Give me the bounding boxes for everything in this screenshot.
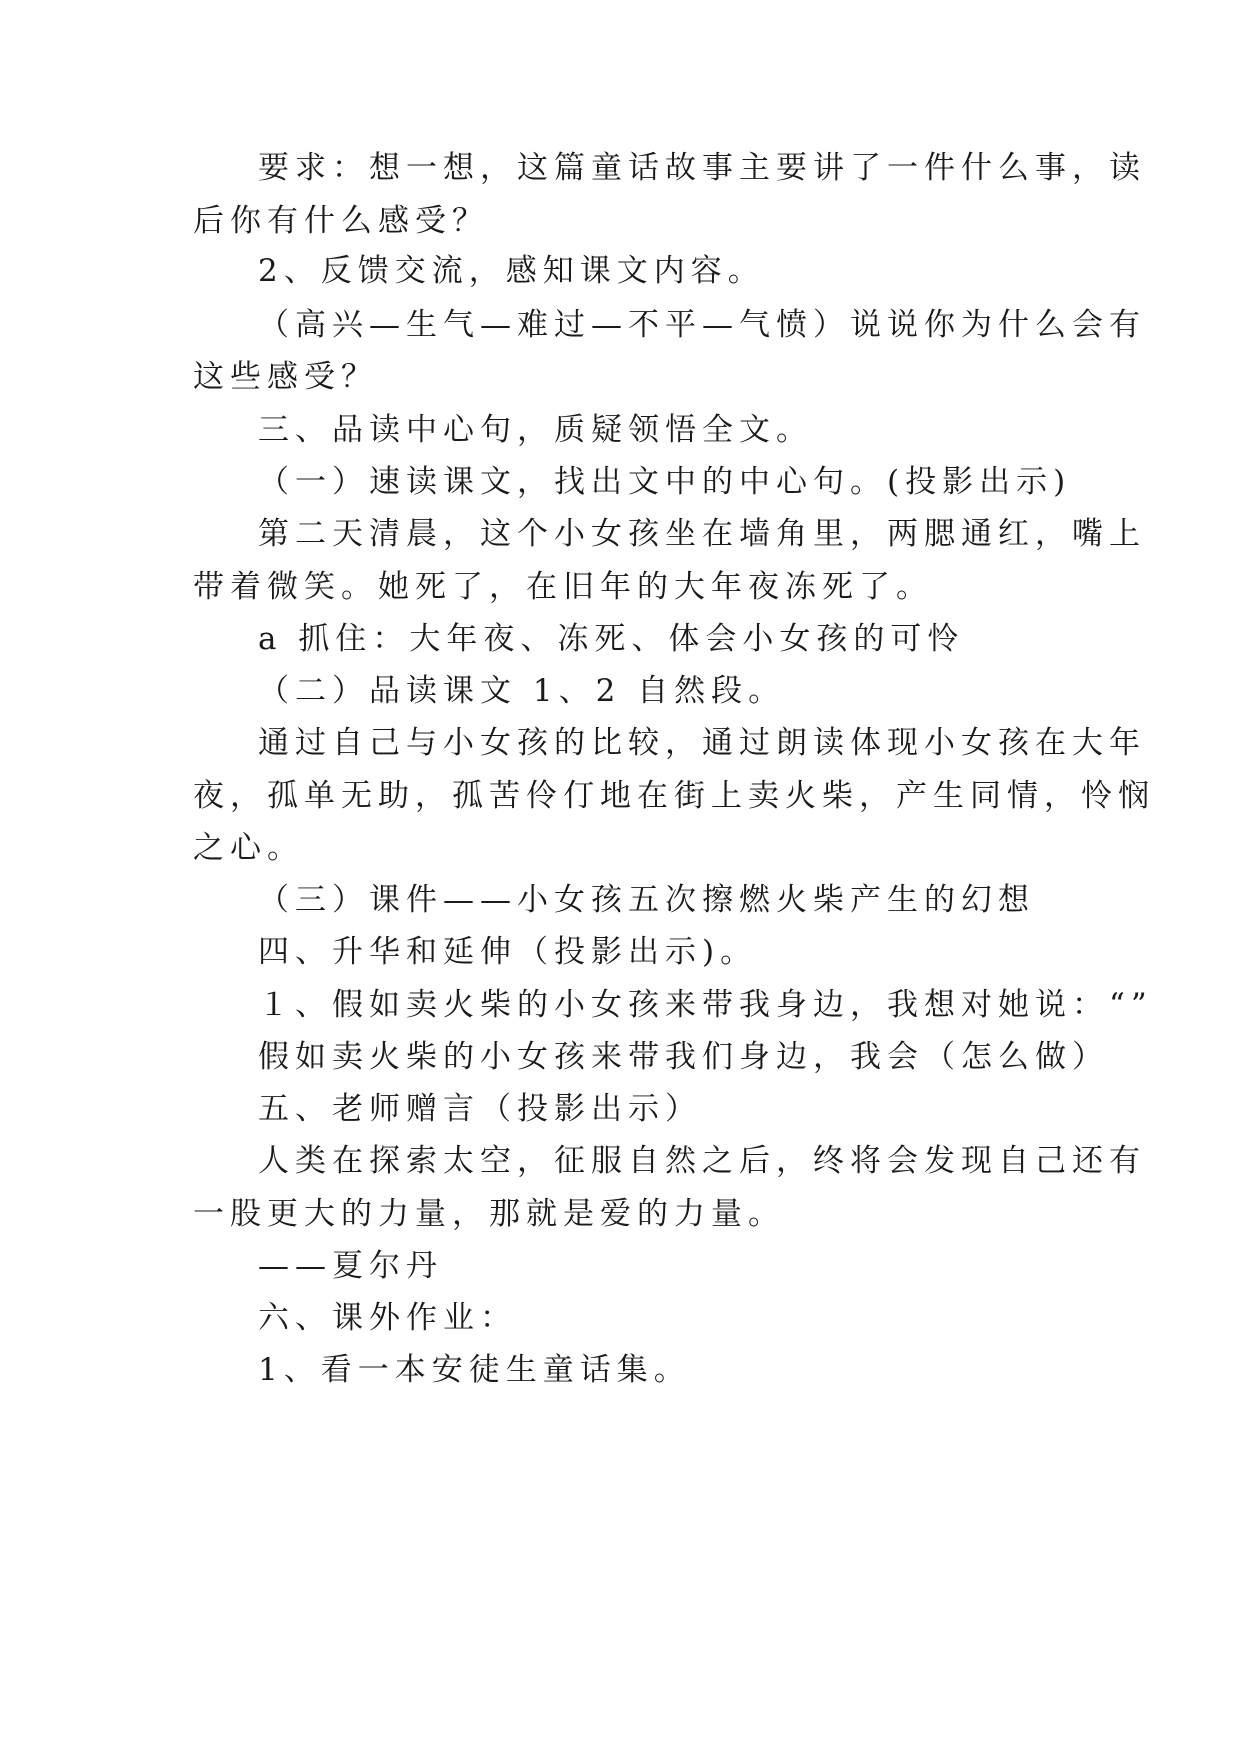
subsection-heading: （二）品读课文 1、2 自然段。 xyxy=(258,673,786,709)
text-line: 通过自己与小女孩的比较，通过朗读体现小女孩在大年 xyxy=(258,725,1146,761)
section-heading: 四、升华和延伸（投影出示)。 xyxy=(258,934,758,970)
text-line: 要求：想一想，这篇童话故事主要讲了一件什么事，读 xyxy=(258,150,1146,186)
quote-line: 一股更大的力量，那就是爱的力量。 xyxy=(193,1196,785,1232)
section-heading: 五、老师赠言（投影出示） xyxy=(258,1091,702,1127)
quote-line: 人类在探索太空，征服自然之后，终将会发现自己还有 xyxy=(258,1143,1146,1179)
section-heading: 六、课外作业： xyxy=(258,1300,517,1336)
text-line: １、假如卖火柴的小女孩来带我身边，我想对她说：“” xyxy=(258,987,1153,1023)
section-heading: 三、品读中心句，质疑领悟全文。 xyxy=(258,412,813,448)
text-line: 之心。 xyxy=(193,830,304,866)
quote-attribution: ——夏尔丹 xyxy=(258,1248,443,1284)
text-line: （高兴—生气—难过—不平—气愤）说说你为什么会有 xyxy=(258,307,1146,343)
text-line: 这些感受？ xyxy=(193,359,378,395)
text-line: 带着微笑。她死了，在旧年的大年夜冻死了。 xyxy=(193,569,933,605)
subsection-heading: （一）速读课文，找出文中的中心句。(投影出示) xyxy=(258,464,1072,500)
text-line: 第二天清晨，这个小女孩坐在墙角里，两腮通红，嘴上 xyxy=(258,516,1146,552)
text-line: 1、看一本安徒生童话集。 xyxy=(258,1352,691,1388)
subsection-heading: （三）课件——小女孩五次擦燃火柴产生的幻想 xyxy=(258,882,1035,918)
text-line: 后你有什么感受？ xyxy=(193,203,489,239)
text-line: 夜，孤单无助，孤苦伶仃地在街上卖火柴，产生同情，怜悯 xyxy=(193,778,1155,814)
text-line: 假如卖火柴的小女孩来带我们身边，我会（怎么做） xyxy=(258,1039,1109,1075)
text-line: 2、反馈交流，感知课文内容。 xyxy=(258,253,765,289)
text-line: a 抓住：大年夜、冻死、体会小女孩的可怜 xyxy=(258,621,965,657)
